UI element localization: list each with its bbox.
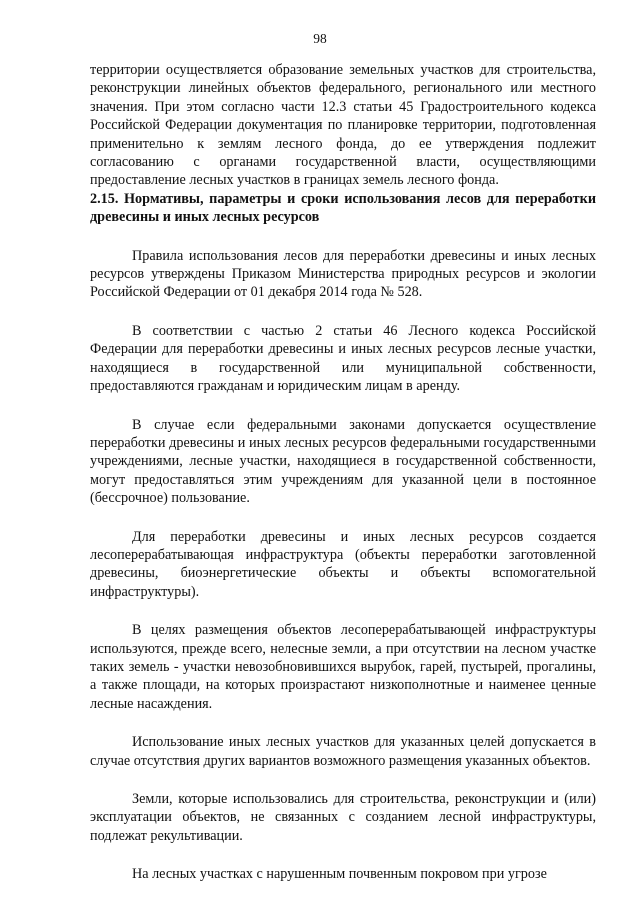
intro-paragraph: территории осуществляется образование земельных участков для строительства, реконструкции линейных объектов федерального, регионального или местного значения. При этом согласно части 12.3 статьи 45 Градостроительного кодекса Российской Федерации документация по планировке территории, подготовленная применительно к землям лесного фонда, до ее утверждения подлежит согласованию с органами государственной власти, осуществляющими предоставление лесных участков в границах земель лесного фонда.: [90, 62, 596, 189]
paragraph-placement: В целях размещения объектов лесоперерабатывающей инфраструктуры используются, прежде всего, нелесные земли, а при отсутствии на лесном участке таких земель - участки невозобновившихся вырубок, гарей, пустырей, прогалины, а также площади, на которых произрастают низкополнотные и наименее ценные лесные насаждения.: [90, 622, 596, 712]
section-heading: 2.15. Нормативы, параметры и сроки использования лесов для переработки древесины и иных лесных ресурсов: [90, 190, 596, 226]
paragraph-soil-cover: На лесных участках с нарушенным почвенным покровом при угрозе: [132, 866, 547, 883]
paragraph-reclamation: Земли, которые использовались для строительства, реконструкции и (или) эксплуатации объектов, не связанных с созданием лесной инфраструктуры, подлежат рекультивации.: [90, 791, 596, 844]
paragraph-lease: В соответствии с частью 2 статьи 46 Лесного кодекса Российской Федерации для переработки древесины и иных лесных ресурсов лесные участки, находящиеся в государственной или муниципальной собственности, предоставляются гражданам и юридическим лицам в аренду.: [90, 322, 596, 395]
page-number: 98: [313, 31, 327, 46]
page-content: [90, 61, 596, 884]
paragraph-rules: Правила использования лесов для переработки древесины и иных лесных ресурсов утверждены Приказом Министерства природных ресурсов и экологии Российской Федерации от 01 декабря 2014 года № 528.: [90, 247, 596, 301]
paragraph-other-plots: Использование иных лесных участков для указанных целей допускается в случае отсутствия других вариантов возможного размещения указанных объектов.: [90, 734, 596, 769]
paragraph-federal-institutions: В случае если федеральными законами допускается осуществление переработки древесины и иных лесных ресурсов федеральными государственными учреждениями, лесные участки, находящиеся в государственной собственности, могут предоставляться этим учреждениям для указанной цели в постоянное (бессрочное) пользование.: [90, 416, 596, 507]
paragraph-infrastructure: Для переработки древесины и иных лесных ресурсов создается лесоперерабатывающая инфраструктура (объекты переработки заготовленной древесины, биоэнергетические объекты и объекты вспомогательной инфраструктуры).: [90, 528, 596, 600]
